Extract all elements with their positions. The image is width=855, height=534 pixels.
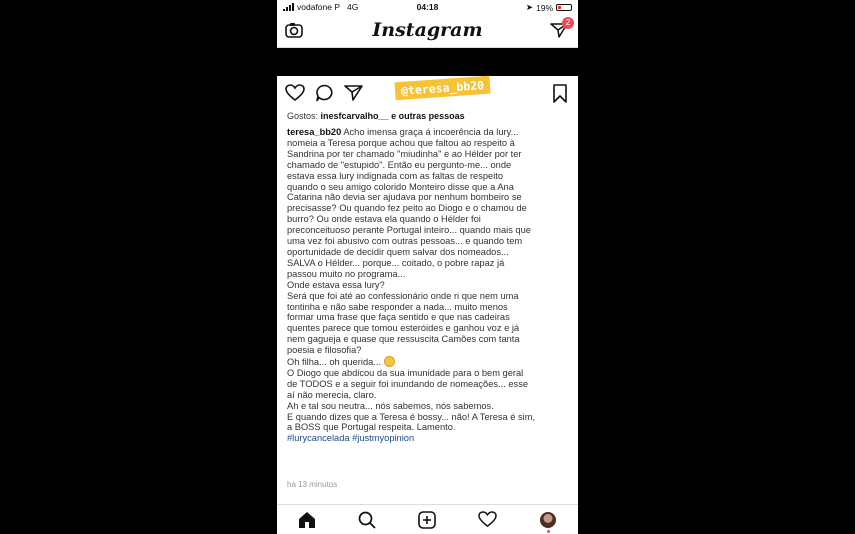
activity-heart-icon[interactable]	[477, 509, 499, 531]
bottom-tab-bar	[277, 504, 578, 534]
post-timestamp: há 13 minutos	[287, 480, 338, 489]
profile-avatar	[540, 512, 556, 528]
caption-line: tontinha e não sabe responder a nada... muito menos	[287, 301, 508, 312]
caption-line: de TODOS e a seguir foi inundando de nomeações... esse	[287, 378, 529, 389]
caption-line: teresa_bb20 Acho imensa graça á incoerência da lury...	[287, 127, 519, 137]
carrier-label: vodafone P	[297, 2, 341, 12]
caption-username[interactable]: teresa_bb20	[287, 127, 342, 137]
emoji-icon	[384, 356, 395, 367]
caption-line: estava essa lury indignada com as faltas de respeito	[287, 170, 504, 181]
add-post-icon[interactable]	[416, 509, 438, 531]
caption-line: E quando dizes que a Teresa é bossy... não! A Teresa é sim,	[287, 411, 536, 422]
caption-line: oportunidade de decidir quem salvar dos nomeados...	[287, 246, 509, 257]
phone-screen	[277, 0, 578, 534]
status-bar	[277, 0, 578, 14]
caption-line: uma vez foi abusivo com outras pessoas... e quando tem	[287, 236, 523, 247]
profile-tab[interactable]	[537, 509, 559, 531]
caption-line: formar uma frase que faça sentido e que nas cadeiras	[287, 312, 510, 323]
caption-line: nomeia a Teresa porque achou que faltou ao respeito à	[287, 137, 515, 148]
post-caption	[287, 127, 571, 444]
heart-icon[interactable]	[285, 84, 305, 107]
username-sticker: @teresa_bb20	[394, 76, 490, 101]
likes-line	[287, 111, 465, 121]
caption-line: Ah e tal sou neutra... nós sabemos, nós sabemos.	[287, 400, 494, 411]
app-logo: Instagram	[372, 19, 483, 41]
caption-line: burro? Ou onde estava ela quando o Hélder foi	[287, 214, 481, 225]
app-header	[277, 14, 578, 48]
caption-line: quentes parece que tomou esteróides e ganhou voz e já	[287, 323, 520, 334]
caption-line: Sandrina por ter chamado "miudinha" e ao Hélder por ter	[287, 148, 522, 159]
clock: 04:18	[416, 2, 439, 12]
network-label: 4G	[347, 2, 359, 12]
caption-line: poesia e filosofia?	[287, 345, 362, 356]
post-actions	[285, 84, 363, 107]
caption-line: SALVA o Hélder... porque... coitado, o pobre rapaz já	[287, 257, 505, 268]
caption-line: Onde estava essa lury?	[287, 279, 385, 290]
battery-percent: 19%	[535, 2, 553, 13]
caption-line: Catarina não devia ser ajudava por nenhum bombeiro se	[287, 192, 522, 203]
caption-line: Será que foi até ao confessionário onde ri que nem uma	[287, 290, 519, 301]
likes-suffix[interactable]: e outras pessoas	[388, 111, 465, 121]
battery-icon	[556, 4, 572, 11]
share-icon[interactable]	[344, 84, 363, 107]
caption-line: a BOSS que Portugal respeita. Lamento.	[287, 422, 456, 433]
search-icon[interactable]	[356, 509, 378, 531]
caption-line: precisasse? Ou quando fez peito ao Diogo e o chamou de	[287, 203, 527, 214]
likes-user[interactable]: inesfcarvalho__	[320, 111, 389, 121]
caption-line: quando o seu amigo colorido Monteiro disse que a Ana	[287, 181, 514, 192]
bookmark-icon[interactable]	[552, 84, 568, 108]
post	[277, 76, 578, 504]
status-right	[526, 2, 572, 13]
hashtags[interactable]: #lurycancelada #justmyopinion	[287, 433, 415, 444]
comment-icon[interactable]	[315, 84, 334, 107]
home-icon[interactable]	[296, 509, 318, 531]
caption-line: nem gagueja e quase que ressuscita Camões com tanta	[287, 334, 520, 345]
caption-line: Oh filha... oh querida...	[287, 356, 571, 368]
likes-prefix: Gostos:	[287, 111, 321, 121]
caption-line: O Diogo que abdicou da sua imunidade para o bem geral	[287, 367, 524, 378]
dm-badge: 2	[562, 17, 574, 29]
caption-line: passou muito no programa...	[287, 268, 406, 279]
caption-line: chamado de "estupido". Então eu pergunto-me... onde	[287, 159, 512, 170]
direct-message-icon[interactable]	[550, 18, 571, 43]
location-icon: ➤	[525, 2, 533, 12]
caption-line: aí não merecia, claro.	[287, 389, 377, 400]
caption-line: preconceituoso perante Portugal inteiro... quando mais que	[287, 225, 531, 236]
